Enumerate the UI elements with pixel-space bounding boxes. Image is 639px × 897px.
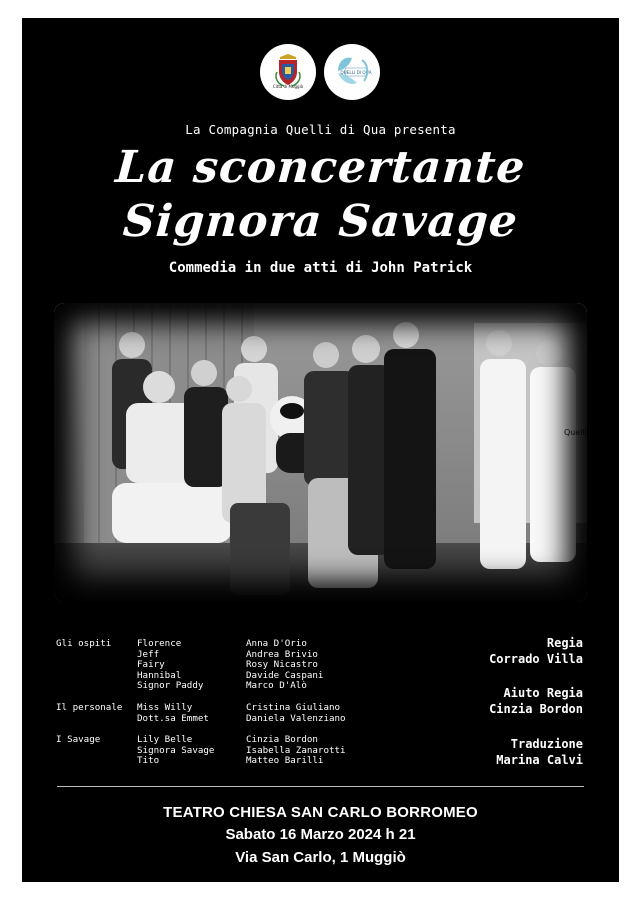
photo-caption: Quelli [564,428,587,437]
credit-traduzione [433,736,583,768]
crest-caption: Città di Muggiò [272,84,304,89]
role-name: Signora Savage [137,744,215,756]
credit-name: Cinzia Bordon [489,702,583,716]
divider [57,786,584,787]
quelli-di-qua-logo [324,44,380,100]
credit-label: Regia [546,636,583,650]
credit-label: Aiuto Regia [503,686,583,700]
role-name: Lily Belle [137,734,193,745]
actor-name: Anna D'Orio [246,638,307,649]
actor-name: Matteo Barilli [246,755,324,767]
event-date: Sabato 16 Marzo 2024 h 21 [225,826,416,843]
role-name: Miss Willy [137,702,193,713]
logos-row [22,44,619,102]
cast-group-name: I Savage [56,734,101,745]
cast-roles [137,703,247,724]
cast-photo-image [54,303,587,602]
presenter-line: La Compagnia Quelli di Qua presenta [185,122,456,137]
cast-roles [137,735,247,767]
credit-regia [433,635,583,667]
actor-name: Isabella Zanarotti [246,744,346,756]
credit-name: Corrado Villa [489,652,583,666]
credit-label: Traduzione [510,737,583,751]
role-name: Fairy [137,659,165,671]
show-title-line1: La sconcertante [113,142,528,193]
cast-group-name: Gli ospiti [56,638,112,649]
actor-name: Rosy Nicastro [246,659,318,671]
role-name: Hannibal [137,669,182,681]
cast-actors [246,703,416,724]
cast-actors [246,639,416,692]
poster [22,18,619,882]
actor-name: Cristina Giuliano [246,702,341,713]
venue-address: Via San Carlo, 1 Muggiò [235,849,406,866]
cast-group-photo [54,303,587,602]
show-subtitle: Commedia in due atti di John Patrick [168,260,473,276]
show-title-line2: Signora Savage [121,196,520,247]
credit-aiuto-regia [433,685,583,717]
actor-name: Daniela Valenziano [246,712,346,724]
cast-roles [137,639,247,692]
role-name: Signor Paddy [137,680,204,692]
role-name: Tito [137,755,160,767]
company-logo-text: QUELLI DI QUA [340,70,372,75]
actor-name: Cinzia Bordon [246,734,318,745]
credit-name: Marina Calvi [496,753,583,767]
crest-icon [260,44,316,100]
venue-name: TEATRO CHIESA SAN CARLO BORROMEO [163,804,478,821]
role-name: Dott.sa Emmet [137,712,209,724]
actor-name: Davide Caspani [246,669,324,681]
role-name: Jeff [137,648,160,660]
actor-name: Andrea Brivio [246,648,318,660]
company-logo-icon [324,44,380,100]
role-name: Florence [137,638,182,649]
cast-actors [246,735,416,767]
comune-crest-logo [260,44,316,100]
actor-name: Marco D'Alò [246,680,307,692]
cast-group-name: Il personale [56,702,123,713]
